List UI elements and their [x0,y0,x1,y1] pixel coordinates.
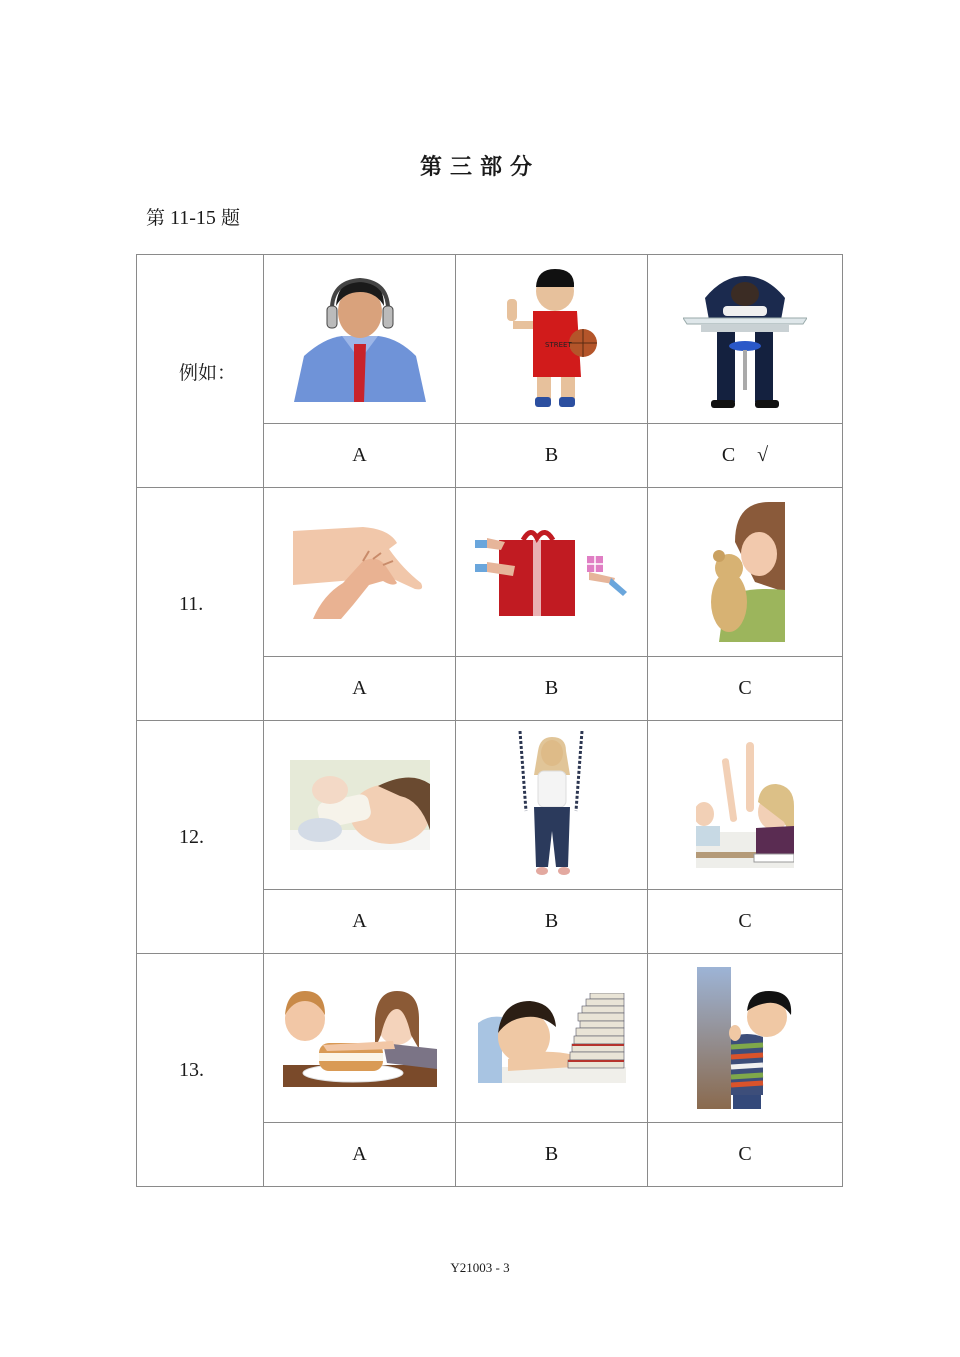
example-image-row [137,255,843,424]
hands-image [293,525,427,619]
option-c-image-cell[interactable] [648,488,843,657]
question-range-prefix: 第 [146,207,166,229]
option-b-image-cell[interactable] [456,721,648,890]
option-c-image-cell[interactable] [648,954,843,1123]
option-b-image-cell[interactable] [456,488,648,657]
checkmark-icon: √ [757,444,769,466]
option-b-image-cell[interactable] [456,954,648,1123]
children-cake-image [283,989,437,1087]
option-b-letter-cell[interactable] [456,890,648,954]
baby-bottle-image [290,760,430,850]
option-a-letter-cell[interactable] [264,890,456,954]
children-raising-hands-image [696,742,794,868]
option-letter: B [544,910,559,932]
option-a-image-cell[interactable] [264,721,456,890]
option-a-letter-cell[interactable] [264,1123,456,1187]
question-13-image-row [137,954,843,1123]
boy-basketball-image [503,269,601,409]
question-table [136,254,843,1187]
option-letter: A [352,677,367,699]
option-letter: B [544,677,559,699]
question-range-suffix: 题 [220,207,240,229]
option-a-image-cell[interactable] [264,954,456,1123]
question-11-image-row [137,488,843,657]
boy-behind-door-image [697,967,793,1109]
question-12-image-row [137,721,843,890]
option-c-letter-cell[interactable] [648,424,843,488]
option-c-letter-cell[interactable] [648,890,843,954]
girl-teddy-bear-image [705,502,785,642]
gift-box-image [475,526,629,618]
option-letter: B [544,1143,559,1165]
option-letter: C [738,677,752,699]
option-letter: B [544,444,559,466]
question-number: 13. [179,1058,204,1081]
option-b-letter-cell[interactable] [456,1123,648,1187]
question-range-numbers: 11-15 [170,207,216,229]
question-number: 11. [179,592,204,615]
option-a-letter-cell[interactable] [264,657,456,721]
question-number: 12. [179,825,204,848]
option-letter: C [721,444,736,466]
option-c-letter-cell[interactable] [648,1123,843,1187]
option-a-letter-cell[interactable] [264,424,456,488]
man-sleeping-desk-image [683,268,807,410]
svg-text:STREET: STREET [544,341,572,349]
question-13-label-cell [137,954,264,1187]
option-b-letter-cell[interactable] [456,657,648,721]
question-12-label-cell [137,721,264,954]
option-c-image-cell[interactable] [648,721,843,890]
option-letter: C [738,1143,752,1165]
example-label-cell [137,255,264,488]
question-range [146,203,240,230]
option-c-letter-cell[interactable] [648,657,843,721]
option-letter: A [352,1143,367,1165]
option-c-image-cell[interactable] [648,255,843,424]
example-label: 例如： [179,361,237,384]
section-title: 第三部分 [419,155,540,180]
girl-swing-image [516,731,588,879]
page-footer: Y21003 - 3 [450,1260,510,1275]
boy-sleeping-books-image [478,993,626,1083]
option-b-letter-cell[interactable] [456,424,648,488]
option-letter: C [738,910,752,932]
option-a-image-cell[interactable] [264,488,456,657]
option-b-image-cell[interactable] [456,255,648,424]
man-headphones-image [294,276,426,402]
option-letter: A [352,444,367,466]
question-11-label-cell [137,488,264,721]
option-letter: A [352,910,367,932]
option-a-image-cell[interactable] [264,255,456,424]
